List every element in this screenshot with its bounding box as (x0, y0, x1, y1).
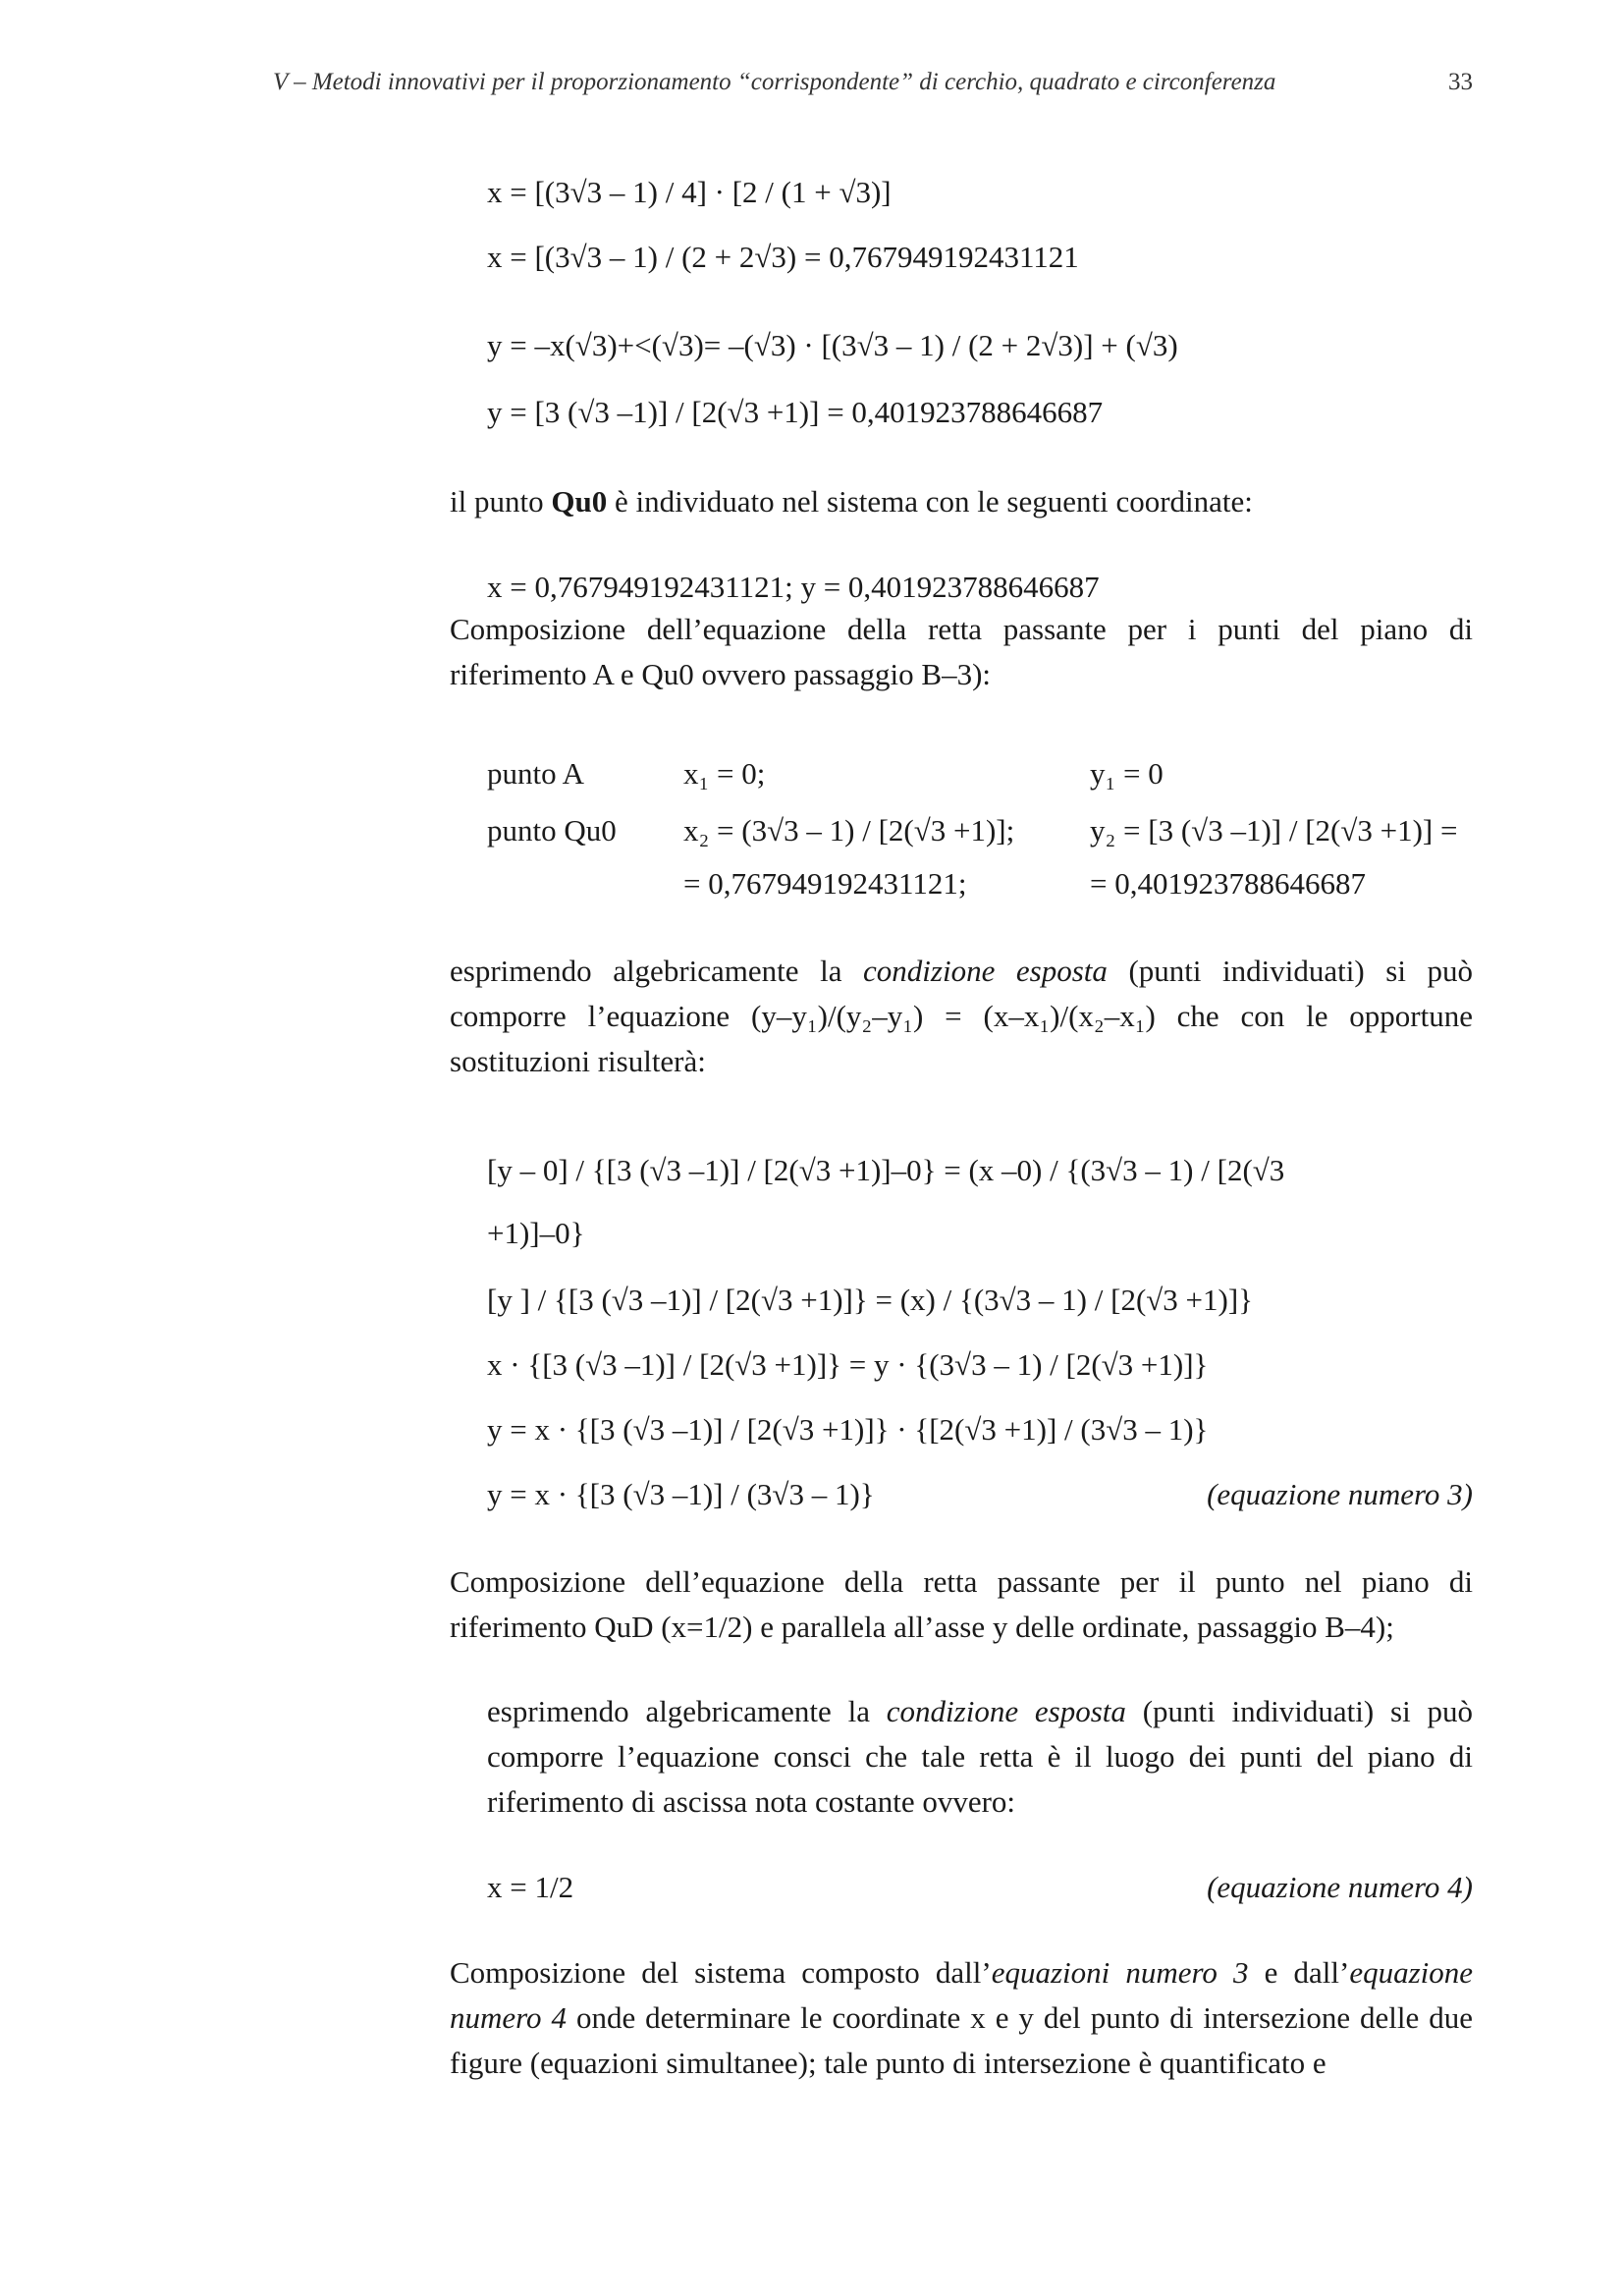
point-name: Qu0 (551, 484, 608, 519)
table-cell: = 0,401923788646687 (1090, 866, 1366, 901)
equation-line: y = –x(√3)+<(√3)= –(√3) · [(3√3 – 1) / (2 + 2√3)] + (√3) (487, 328, 1178, 362)
equation-line: x · {[3 (√3 –1)] / [2(√3 +1)]} = y · {(3√3 – 1) / [2(√3 +1)]} (487, 1347, 1209, 1382)
running-header (273, 69, 1473, 96)
table-cell: y₂ = [3 (√3 –1)] / [2(√3 +1)] = (1090, 813, 1458, 847)
equation-line: y = x · {[3 (√3 –1)] / (3√3 – 1)} (487, 1477, 875, 1511)
equation-line: x = 1/2 (487, 1870, 574, 1904)
table-cell: x₂ = (3√3 – 1) / [2(√3 +1)]; (683, 813, 1015, 847)
paragraph: Composizione dell’equazione della retta passante per il punto nel piano di riferimento QuD (x=1/2) e parallela all’asse y delle ordinate, passaggio B–4); (450, 1564, 1473, 1644)
paragraph: esprimendo algebricamente la condizione esposta (punti individuati) si può comporre l’equazione consci che tale retta è il luogo dei punti del piano di riferimento di ascissa nota costante ovvero: (487, 1694, 1473, 1819)
equation-line: [y – 0] / {[3 (√3 –1)] / [2(√3 +1)]–0} = (x –0) / {(3√3 – 1) / [2(√3 (487, 1153, 1285, 1187)
table-cell: = 0,767949192431121; (683, 866, 967, 901)
equation-line: x = [(3√3 – 1) / (2 + 2√3) = 0,767949192431121 (487, 240, 1079, 274)
table-cell: x₁ = 0; (683, 756, 766, 791)
header-title: V – Metodi innovativi per il proporzionamento “corrispondente” di cerchio, quadrato e circonferenza (273, 69, 1276, 95)
paragraph: Composizione del sistema composto dall’equazioni numero 3 e dall’equazione numero 4 onde determinare le coordinate x e y del punto di intersezione delle due figure (equazioni simultanee); tale punto di intersezione è quantificato e (450, 1955, 1474, 2080)
equation-line: y = x · {[3 (√3 –1)] / [2(√3 +1)]} · {[2(√3 +1)] / (3√3 – 1)} (487, 1412, 1209, 1447)
table-label: punto A (487, 756, 585, 791)
paragraph: esprimendo algebricamente la condizione esposta (punti individuati) si può comporre l’equazione (y–y₁)/(y₂–y₁) = (x–x₁)/(x₂–x₁) che con le opportune sostituzioni risulterà: (450, 954, 1473, 1078)
page-number: 33 (1448, 69, 1473, 95)
equation-line: y = [3 (√3 –1)] / [2(√3 +1)] = 0,401923788646687 (487, 395, 1104, 429)
paragraph: Composizione dell’equazione della retta passante per i punti del piano di riferimento A e Qu0 ovvero passaggio B–3): (450, 612, 1473, 691)
equation-line: [y ] / {[3 (√3 –1)] / [2(√3 +1)]} = (x) / {(3√3 – 1) / [2(√3 +1)]} (487, 1283, 1254, 1317)
paragraph: il punto Qu0 è individuato nel sistema con le seguenti coordinate: (450, 484, 1253, 519)
table-label: punto Qu0 (487, 813, 617, 847)
table-cell: y₁ = 0 (1090, 756, 1164, 791)
equation-number-label: (equazione numero 3) (1207, 1477, 1473, 1511)
equation-number-label: (equazione numero 4) (1207, 1870, 1473, 1904)
equation-line: +1)]–0} (487, 1216, 585, 1250)
equation-line: x = [(3√3 – 1) / 4] · [2 / (1 + √3)] (487, 175, 892, 209)
coordinates-line: x = 0,767949192431121; y = 0,401923788646687 (487, 570, 1100, 604)
